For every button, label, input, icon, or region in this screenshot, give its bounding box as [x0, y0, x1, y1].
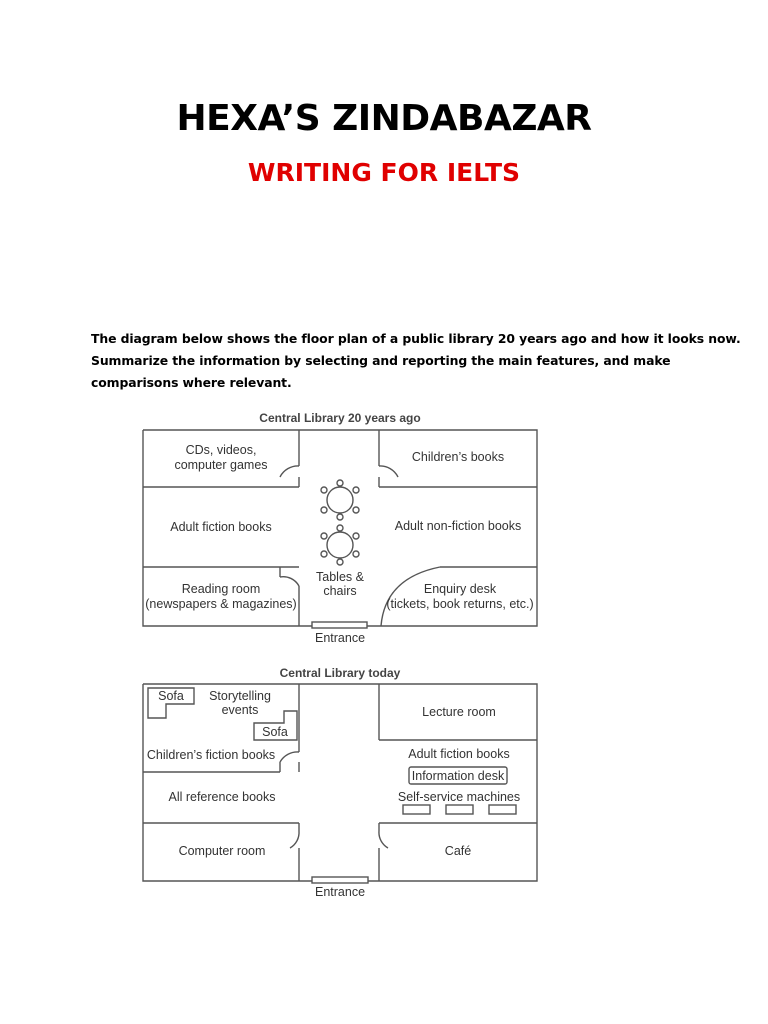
plan-now-childrens-fiction-label: Children’s fiction books [146, 748, 276, 762]
plan-now-information-desk-label: Information desk [411, 769, 505, 783]
plan-then-cds-label-2: computer games [174, 458, 268, 472]
plan-now-lecture-room-label: Lecture room [422, 705, 496, 719]
page-title: HEXA’S ZINDABAZAR [176, 98, 592, 139]
plan-now-computer-room-label: Computer room [178, 844, 266, 858]
plan-then-enquiry-label-1: Enquiry desk [423, 582, 497, 596]
plan-then-childrens-books-label: Children’s books [411, 450, 505, 464]
plan-then-caption: Central Library 20 years ago [259, 411, 421, 425]
plan-now-machine-1 [403, 805, 430, 814]
plan-now-entrance-label: Entrance [314, 885, 366, 899]
plan-then-cds-label-1: CDs, videos, [185, 443, 257, 457]
plan-then-tables-and-chairs [321, 480, 359, 565]
plan-now-door-storytelling [280, 752, 299, 772]
task-line-1: The diagram below shows the floor plan of a public library 20 years ago and how it looks now. [91, 331, 741, 346]
plan-now-door-cafe [379, 823, 388, 848]
plan-then-door-reading [280, 567, 299, 586]
task-line-3: comparisons where relevant. [91, 375, 292, 390]
plan-then-enquiry-label-2: (tickets, book returns, etc.) [386, 597, 534, 611]
plan-then-door-childrens [379, 466, 398, 487]
page-subtitle: WRITING FOR IELTS [247, 158, 521, 187]
plan-now-machine-3 [489, 805, 516, 814]
plan-now-storytelling-label-1: Storytelling [209, 689, 271, 703]
plan-today [143, 666, 537, 899]
task-line-2: Summarize the information by selecting and reporting the main features, and make [91, 353, 671, 368]
plan-then-entrance-label: Entrance [314, 631, 366, 645]
plan-now-entrance-door [312, 877, 368, 883]
plan-now-sofa-2-label: Sofa [262, 725, 288, 739]
plan-now-caption: Central Library today [279, 666, 401, 680]
plan-now-door-computer-room [290, 823, 299, 848]
plan-now-reference-books-label: All reference books [168, 790, 276, 804]
plan-now-adult-fiction-label: Adult fiction books [408, 747, 510, 761]
plan-then-door-cds [280, 466, 299, 487]
plan-then-adult-nonfiction-label: Adult non-fiction books [394, 519, 522, 533]
plan-20-years-ago [143, 411, 537, 645]
plan-now-cafe-label: Café [444, 844, 472, 858]
plan-now-sofa-1-label: Sofa [158, 689, 184, 703]
plan-then-entrance-door [312, 622, 367, 628]
plan-then-tables-label-1: Tables & [316, 570, 364, 584]
plan-then-adult-fiction-label: Adult fiction books [170, 520, 272, 534]
plan-now-storytelling-label-2: events [221, 703, 259, 717]
plan-then-tables-label-2: chairs [323, 584, 357, 598]
plan-then-reading-room-label-2: (newspapers & magazines) [145, 597, 297, 611]
plan-now-machine-2 [446, 805, 473, 814]
plan-now-self-service-label: Self-service machines [397, 790, 521, 804]
plan-then-reading-room-label-1: Reading room [181, 582, 261, 596]
